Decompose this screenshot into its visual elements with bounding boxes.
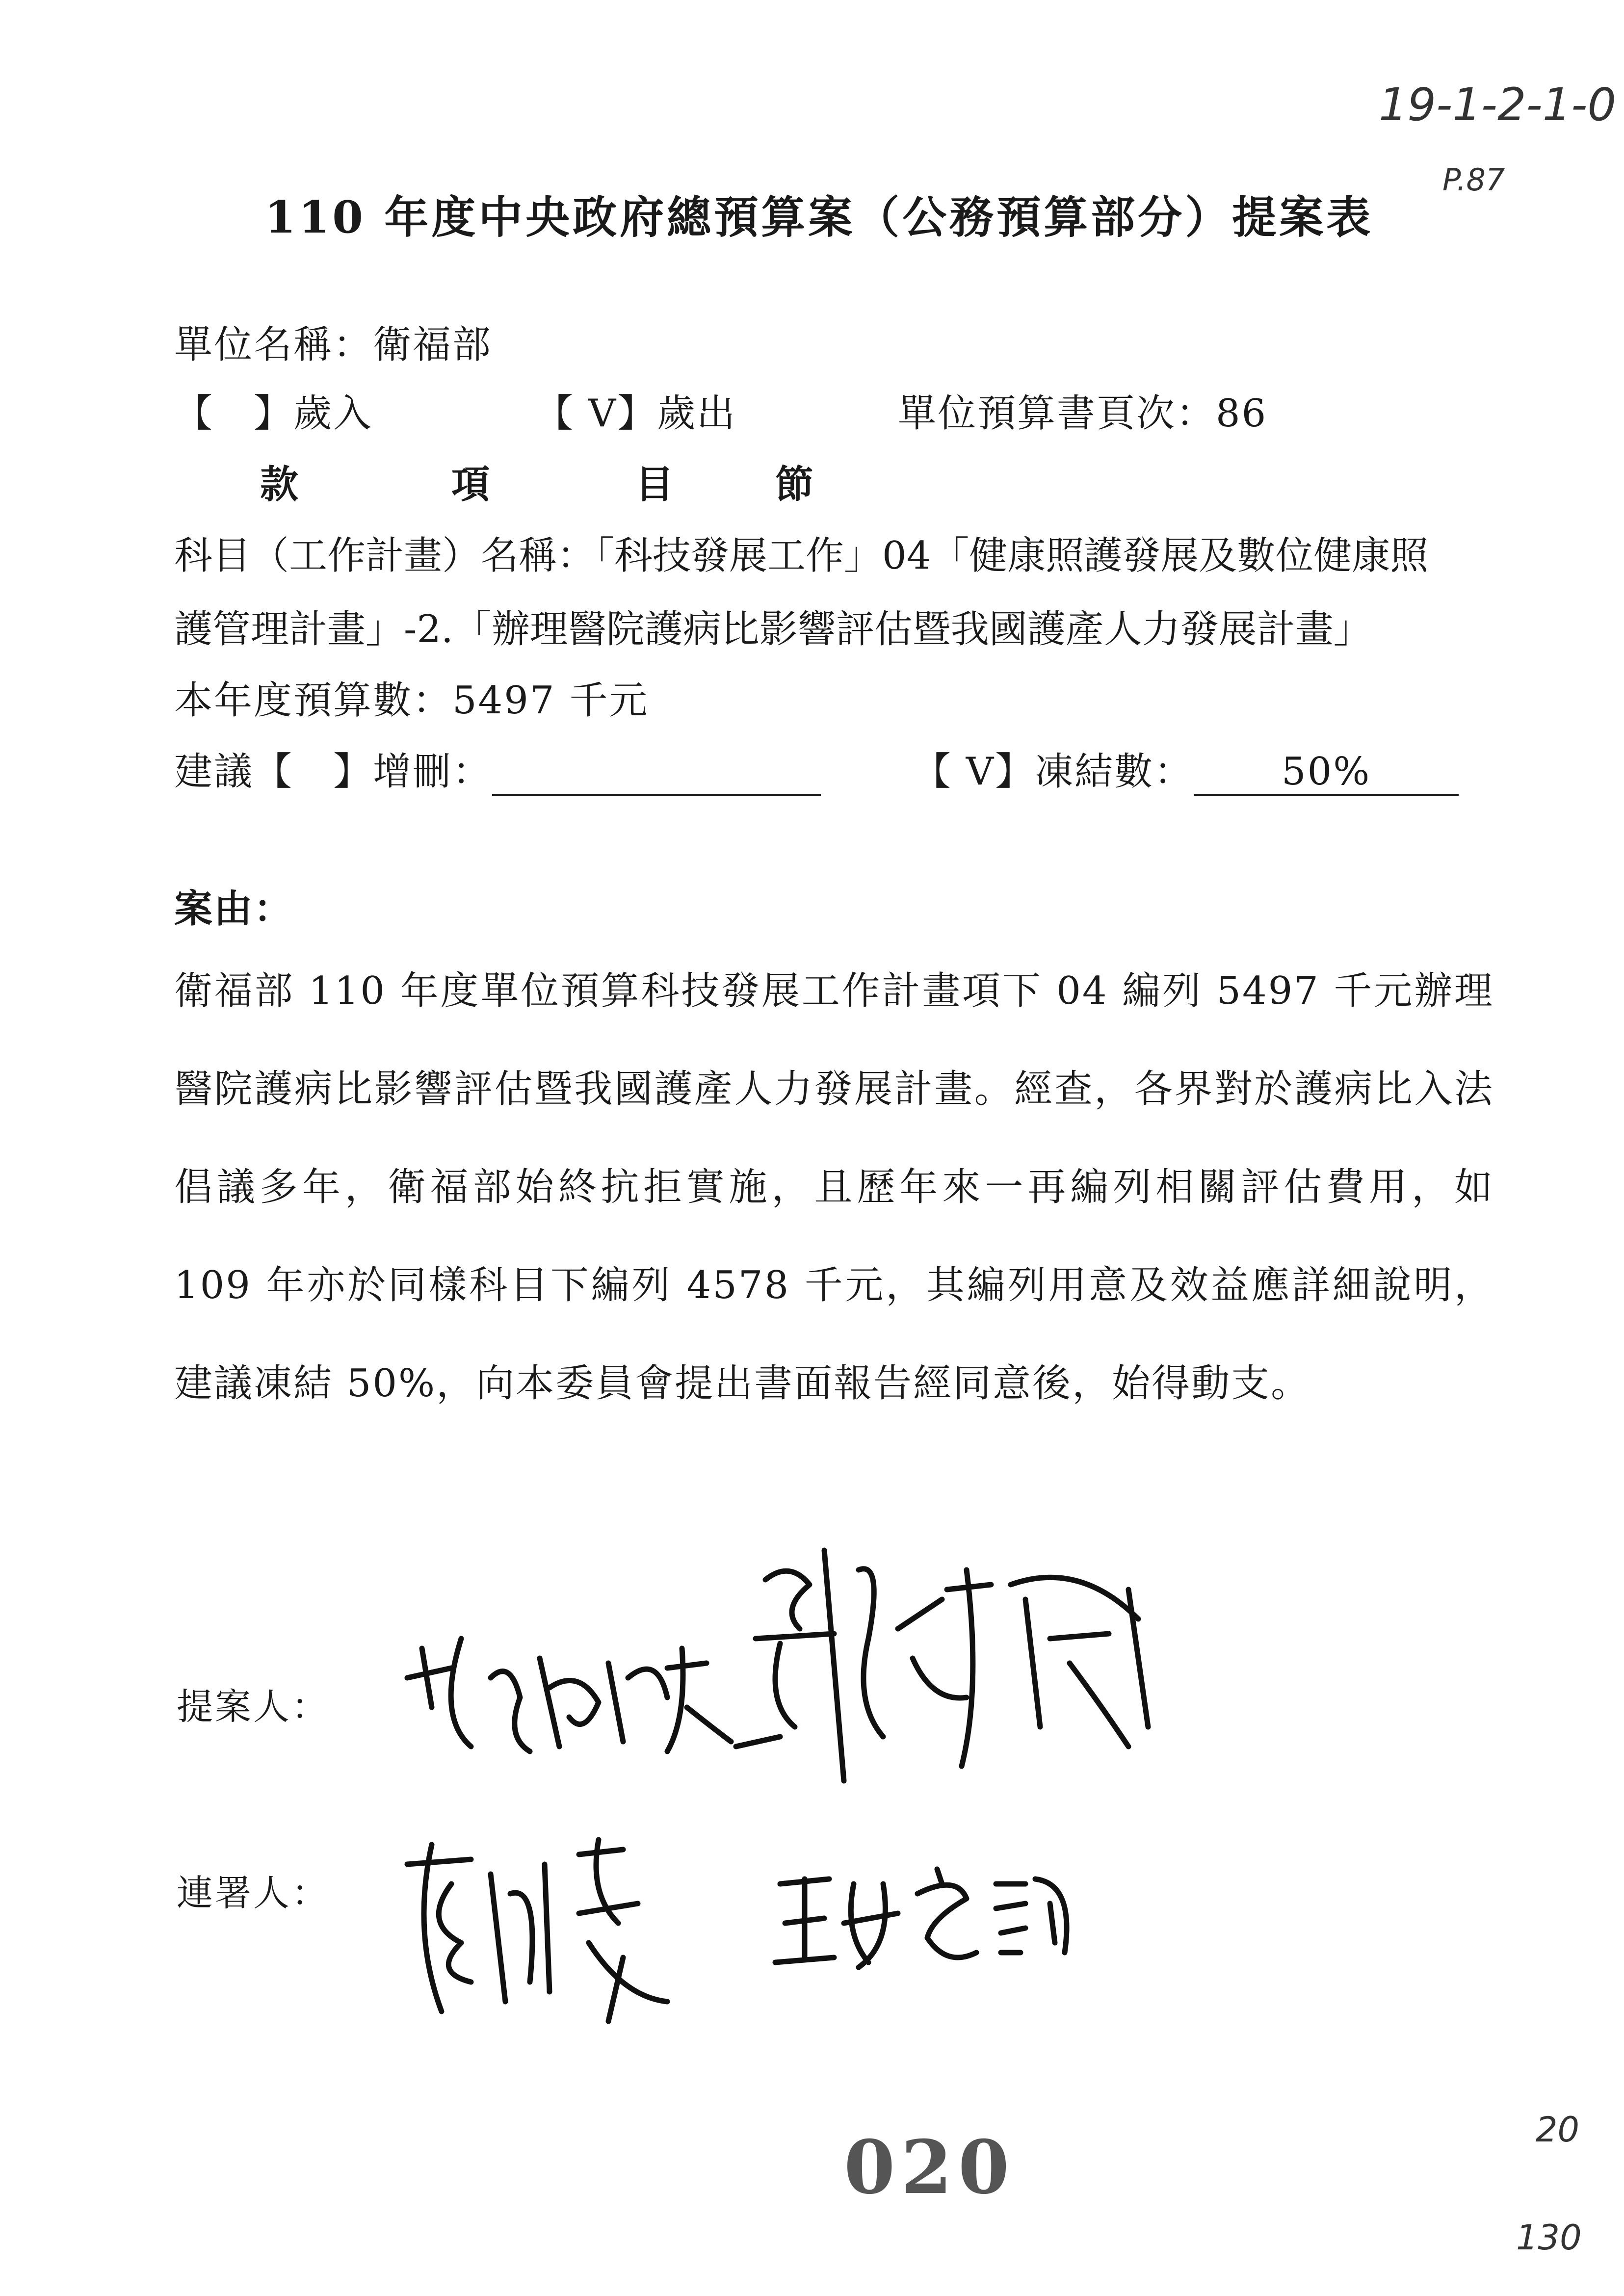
freeze-label: 【 V】凍結數： [913,750,1194,794]
margin-mark-1: 20 [1536,2110,1580,2150]
cosigner-label: 連署人： [177,1872,330,1914]
reason-heading: 案由： [174,887,294,931]
header-kuan: 款 [260,462,300,507]
proposer-signature-2 [736,1540,1178,1786]
cosigner-signature-2 [770,1854,1089,1982]
suggestion-label: 建議【 】增刪： [174,750,493,794]
proposer-signature-1 [393,1619,736,1766]
add-delete-amount-field [492,750,821,796]
unit-name-value: 衛福部 [373,323,493,367]
suggestion-row [174,741,821,796]
budget-page-label: 單位預算書頁次： [898,391,1216,436]
page-reference-annotation: P.87 [1442,162,1505,198]
unit-name-label: 單位名稱： [174,323,373,367]
reason-text: 衛福部 110 年度單位預算科技發展工作計畫項下 04 編列 5497 千元辦理醫院護病比影響評估暨我國護產人力發展計畫。經查，各界對於護病比入法倡議多年，衛福部始終抗拒實施，且歷年來一再編列相關評估費用，如 109 年亦於同樣科目下編列 4578 千元，其編列用意及效益應詳細說明，建議凍結 50%，向本委員會提出書面報告經同意後，始得動支。 [174,969,1494,1406]
budget-amount-value: 5497 千元 [452,678,649,723]
budget-amount-label: 本年度預算數： [174,678,453,723]
unit-name-row [174,314,492,369]
subject-line-2: 護管理計畫」-2.「辦理醫院護病比影響評估暨我國護產人力發展計畫」 [174,607,1372,652]
revenue-checkbox: 【 】歲入 [174,391,373,436]
header-jie: 節 [775,462,815,507]
freeze-value: 50% [1194,750,1459,796]
header-xiang: 項 [451,462,492,507]
cosigner-signature-1 [393,1835,687,2021]
budget-page-row [898,383,1267,438]
reference-annotation: 19-1-2-1-0 [1379,78,1616,131]
header-mu: 目 [635,462,676,507]
subject-line-1: 科目（工作計畫）名稱：「科技發展工作」04「健康照護發展及數位健康照 [174,534,1429,578]
margin-mark-2: 130 [1516,2218,1582,2258]
budget-amount-row [174,670,649,725]
budget-page-value: 86 [1216,391,1268,436]
form-title: 110 年度中央政府總預算案（公務預算部分）提案表 [265,191,1374,243]
freeze-row [913,741,1459,796]
expense-checkbox: 【 V】歲出 [535,391,737,436]
proposer-label: 提案人： [177,1686,330,1728]
page-number: 020 [844,2124,1016,2211]
